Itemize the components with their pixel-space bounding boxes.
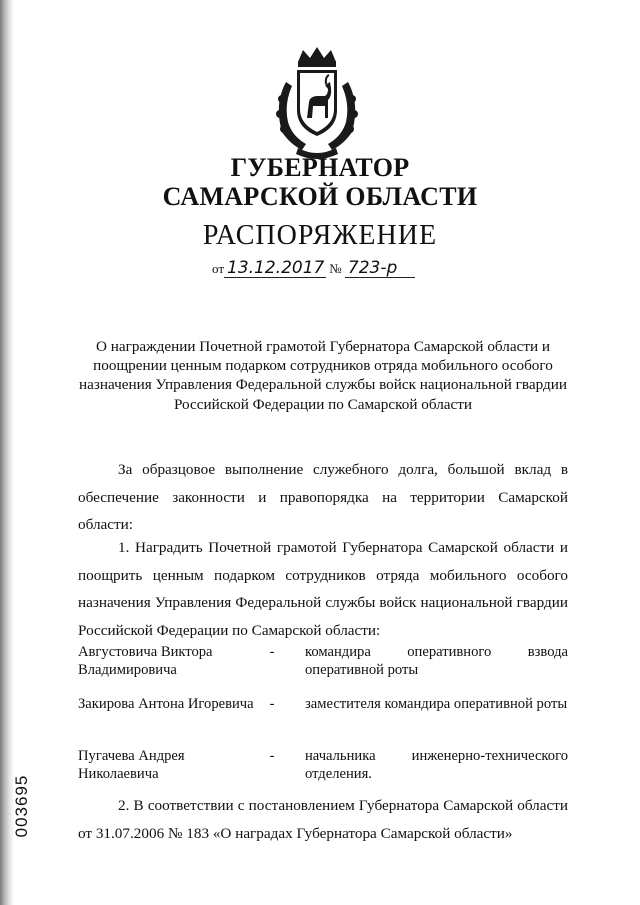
subject-heading: О награждении Почетной грамотой Губернатора Самарской области и поощрении ценным подарком сотрудников отряда мобильного особого назначения Управления Федеральной службы войск национальной гвардии Российской Федерации по Самарской области bbox=[78, 338, 567, 413]
governor-heading-line1: ГУБЕРНАТОР bbox=[230, 153, 410, 182]
awardee-position: начальника инженерно-технического отделения. bbox=[305, 748, 568, 782]
document-type-title: РАСПОРЯЖЕНИЕ bbox=[202, 220, 438, 251]
samara-region-coat-of-arms-icon bbox=[268, 44, 366, 162]
registration-stamp bbox=[10, 772, 34, 842]
awardee-name: Пугачева Андрея Николаевича bbox=[78, 748, 185, 782]
dash-separator: - bbox=[269, 748, 275, 764]
awardee-name: Закирова Антона Игоревича bbox=[78, 696, 254, 712]
stamp-number: 003695 bbox=[12, 774, 31, 838]
awardee-name: Августовича Виктора Владимировича bbox=[78, 644, 213, 678]
governor-heading-line2: САМАРСКОЙ ОБЛАСТИ bbox=[162, 182, 478, 211]
awardee-position: командира оперативного взвода оперативной роты bbox=[305, 644, 568, 678]
awardee-position: заместителя командира оперативной роты bbox=[305, 696, 568, 712]
date-prefix: от bbox=[212, 261, 225, 276]
date-number-line bbox=[212, 259, 415, 278]
date-value: 13.12.2017 bbox=[224, 259, 326, 278]
dash-separator: - bbox=[269, 696, 275, 712]
dash-separator: - bbox=[269, 644, 275, 660]
item-2-paragraph: 2. В соответствии с постановлением Губернатора Самарской области от 31.07.2006 № 183 «О наградах Губернатора Самарской области» bbox=[78, 797, 568, 842]
preamble-paragraph: За образцовое выполнение служебного долга, большой вклад в обеспечение законности и правопорядка на территории Самарской области: bbox=[78, 461, 568, 533]
number-value: 723-р bbox=[345, 259, 415, 278]
number-prefix: № bbox=[329, 261, 342, 276]
item-1-paragraph: 1. Наградить Почетной грамотой Губернатора Самарской области и поощрить ценным подарком сотрудников отряда мобильного особого назначения Управления Федеральной службы войск национальной гвардии Российской Федерации по Самарской области: bbox=[78, 539, 568, 639]
